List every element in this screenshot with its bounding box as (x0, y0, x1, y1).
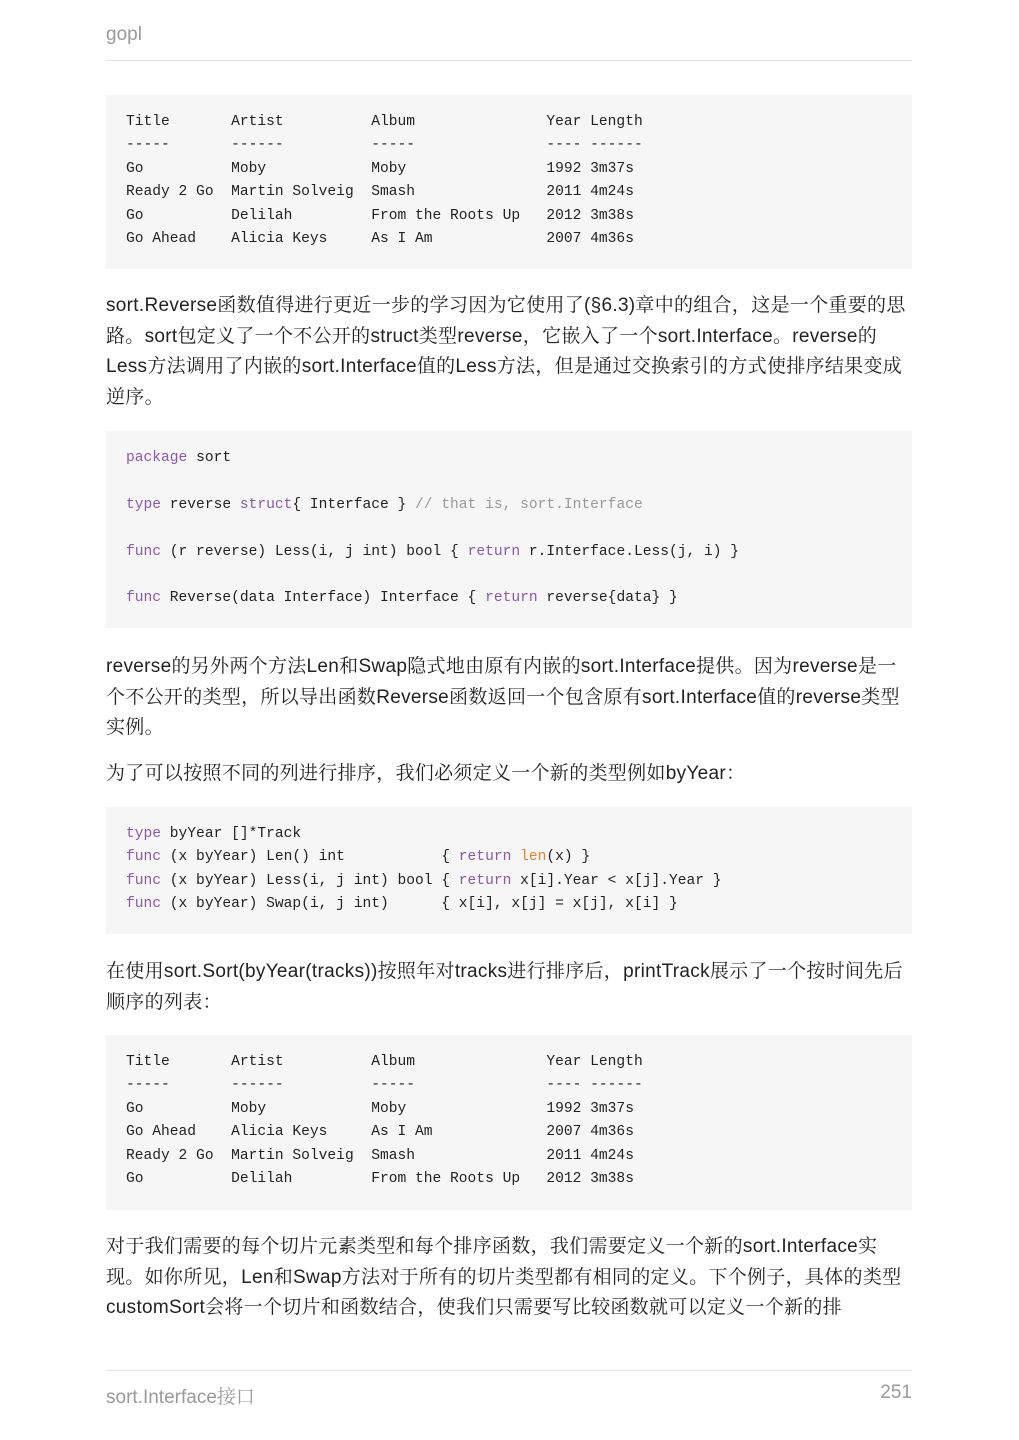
keyword: package (126, 450, 188, 466)
code-line: func (x byYear) Less(i, j int) bool { return x[i].Year < x[j].Year } (126, 872, 722, 889)
code-line: type byYear []*Track (126, 826, 302, 842)
code-line: func Reverse(data Interface) Interface { return reverse{data} } (126, 590, 678, 607)
code-comment: // that is, sort.Interface (415, 496, 643, 513)
keyword: func (126, 896, 162, 913)
paragraph-byyear-intro: 为了可以按照不同的列进行排序，我们必须定义一个新的类型例如byYear： (106, 763, 746, 784)
table-line: Go Delilah From the Roots Up 2012 3m38s (126, 207, 634, 224)
table-line: Go Ahead Alicia Keys As I Am 2007 4m36s (126, 231, 634, 248)
code-byyear-type (106, 807, 912, 934)
keyword: func (126, 590, 162, 607)
code-line: type reverse struct{ Interface } // that is, sort.Interface (126, 496, 643, 513)
code-line: func (x byYear) Len() int { return len(x) } (126, 849, 591, 866)
paragraph-sort-by-year: 在使用sort.Sort(byYear(tracks))按照年对tracks进行排序后，printTrack展示了一个按时间先后顺序的列表： (106, 961, 903, 1013)
keyword: struct (239, 496, 293, 513)
code-line: func (x byYear) Swap(i, j int) { x[i], x[j] = x[j], x[i] } (126, 896, 678, 913)
track-table-sorted (106, 1035, 912, 1210)
keyword: func (126, 872, 162, 889)
keyword: return (485, 590, 538, 607)
code-line: func (r reverse) Less(i, j int) bool { return r.Interface.Less(j, i) } (126, 543, 740, 560)
keyword: type (126, 496, 162, 513)
table-line: Go Moby Moby 1992 3m37s (126, 1100, 634, 1117)
track-table-original (106, 95, 912, 269)
table-line: ----- ------ ----- ---- ------ (126, 137, 643, 154)
paragraph-custom-sort: 对于我们需要的每个切片元素类型和每个排序函数，我们需要定义一个新的sort.Interface实现。如你所见，Len和Swap方法对于所有的切片类型都有相同的定义。下个例子，具体的类型customSort会将一个切片和函数结合，使我们只需要写比较函数就可以定义一个新的排 (106, 1236, 902, 1318)
paragraph-sort-reverse: sort.Reverse函数值得进行更近一步的学习因为它使用了(§6.3)章中的组合，这是一个重要的思路。sort包定义了一个不公开的struct类型reverse，它嵌入了一个sort.Interface。reverse的Less方法调用了内嵌的sort.Interface值的Less方法，但是通过交换索引的方式使排序结果变成逆序。 (106, 295, 906, 408)
table-line: Ready 2 Go Martin Solveig Smash 2011 4m24s (126, 1147, 634, 1164)
section-title: sort.Interface接口 (106, 1387, 255, 1408)
page-footer (106, 1370, 912, 1418)
keyword: type (126, 826, 162, 842)
paragraph-reverse-methods: reverse的另外两个方法Len和Swap隐式地由原有内嵌的sort.Interface提供。因为reverse是一个不公开的类型，所以导出函数Reverse函数返回一个包含原有sort.Interface值的reverse类型实例。 (106, 656, 900, 738)
table-line: Go Moby Moby 1992 3m37s (126, 160, 634, 177)
table-line: ----- ------ ----- ---- ------ (126, 1077, 643, 1094)
builtin-function: len (520, 849, 547, 866)
keyword: func (126, 849, 162, 866)
table-line: Go Ahead Alicia Keys As I Am 2007 4m36s (126, 1124, 634, 1141)
table-line: Ready 2 Go Martin Solveig Smash 2011 4m24s (126, 184, 634, 201)
page-number: 251 (880, 1382, 912, 1403)
keyword: return (467, 543, 521, 560)
code-reverse-type (106, 431, 912, 628)
keyword: func (126, 543, 162, 560)
book-title: gopl (106, 24, 142, 45)
table-line: Title Artist Album Year Length (126, 1054, 643, 1070)
keyword: return (458, 849, 512, 866)
keyword: return (458, 872, 512, 889)
table-line: Title Artist Album Year Length (126, 114, 643, 130)
table-line: Go Delilah From the Roots Up 2012 3m38s (126, 1171, 634, 1188)
code-line: package sort (126, 450, 232, 466)
page-header (106, 24, 912, 61)
